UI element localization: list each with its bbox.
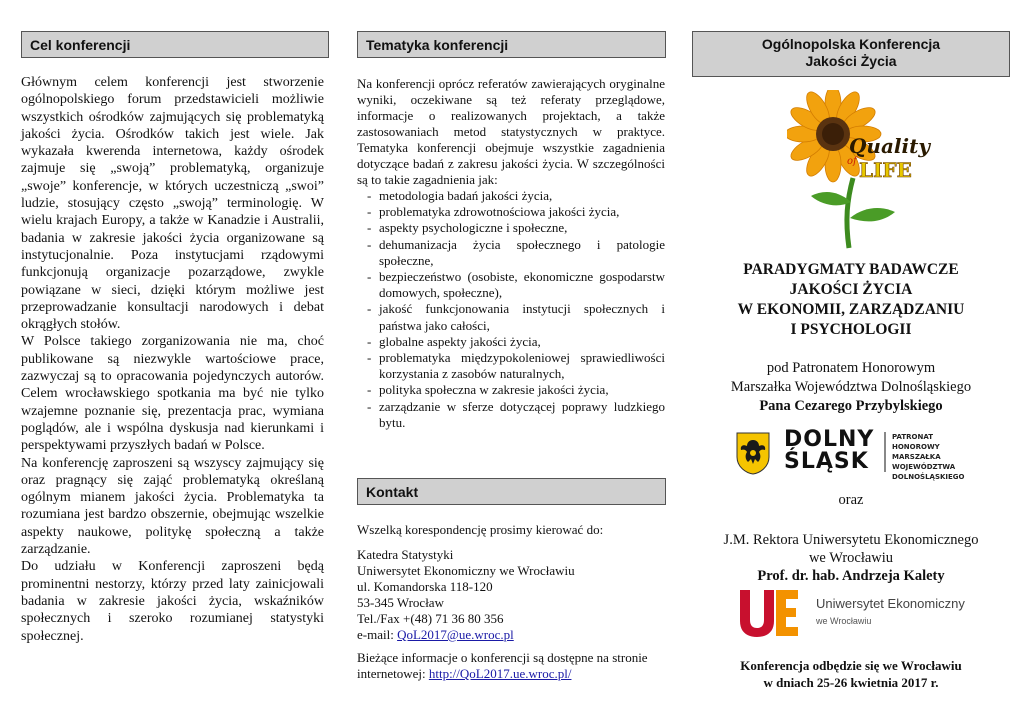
contact-intro: Wszelką korespondencję prosimy kierować do: [357,522,604,537]
ds-logo-divider [884,432,886,472]
rector-line2: we Wrocławiu [808,550,894,566]
contact-line: Katedra Statystyki [357,547,454,562]
section-header-goal: Cel konferencji [21,31,329,58]
website-info-text: Bieżące informacje o konferencji są dostępne na stronie internetowej: [357,650,648,681]
title-line: JAKOŚCI ŻYCIA [789,281,913,298]
conference-header [692,31,1010,77]
patron-line2: Marszałka Województwa Dolnośląskiego [730,379,972,395]
patron-line1: pod Patronatem Honorowym [766,360,936,376]
email-label: e-mail: [357,627,398,642]
list-item: - bezpieczeństwo (osobiste, ekonomiczne gospodarstw domowych, społeczne), [357,269,665,301]
ds-logo-caption [892,432,976,482]
topics-list [357,188,665,431]
footer-line1: Konferencja odbędzie się we Wrocławiu [740,658,962,673]
goal-paragraph-1: Głównym celem konferencji jest stworzenie ogólnopolskiego forum przedstawicieli możliwie wszystkich ośrodków zajmujących się problematyką jakości życia. Ośrodków takich jest wiele. Jak wykazała kwerenda internetowa, każdy ośrodek zajmuje się „swoją” problematyką, organizuje „swoje” konferencje, w których uczestniczą „swoi” ludzie, stosujący często „swoją” terminologię. W wielu krajach Europy, a także w Kanadzie i Australii, badania w zakresie jakości życia organizowane są instytucjonalnie. Poza instytucjami rządowymi funkcjonują organizacje pozarządowe, zwykle powiązane w sieci, dzięki którym możliwe jest przeprowadzanie konsultacji narodowych i debat okrągłych stołów. [21,75,324,333]
list-item: - dehumanizacja życia społecznego i patologie społeczne, [357,237,665,269]
dolny-slask-logo [736,427,976,481]
email-link[interactable]: QoL2017@ue.wroc.pl [397,627,514,642]
title-line: I PSYCHOLOGII [790,321,912,338]
ds-caption-line: PATRONAT HONOROWY [892,433,940,451]
list-item: - aspekty psychologiczne i społeczne, [357,220,665,236]
list-item: - jakość funkcjonowania instytucji społecznych i państwa jako całości, [357,301,665,333]
contact-line: ul. Komandorska 118-120 [357,579,493,594]
patron-block [692,359,1010,416]
conference-title [692,260,1010,340]
list-item: - metodologia badań jakości życia, [357,188,665,204]
ds-logo-line2: ŚLĄSK [784,449,869,474]
contact-block [357,522,665,682]
ue-logo [738,588,978,640]
patron-name: Pana Cezarego Przybylskiego [759,398,943,414]
website-link[interactable]: http://QoL2017.ue.wroc.pl/ [428,666,572,681]
list-item: - problematyka międzypokoleniowej sprawiedliwości korzystania z zasobów naturalnych, [357,350,665,382]
quality-of-life-logo [787,90,930,255]
section-header-topics: Tematyka konferencji [357,31,666,58]
contact-line: 53-345 Wrocław [357,595,444,610]
conference-footer [692,657,1010,691]
website-row [357,650,665,682]
list-item: - globalne aspekty jakości życia, [357,334,665,350]
conference-header-line1: Ogólnopolska Konferencja [761,36,941,52]
logo-word-life: LIFE [859,158,912,182]
ue-mark-icon [738,588,800,638]
ds-caption-line: MARSZAŁKA [892,453,941,461]
title-line: PARADYGMATY BADAWCZE [743,261,959,278]
ds-caption-line: DOLNOŚLĄSKIEGO [892,473,965,481]
topics-block [357,76,665,431]
ds-logo-line1: DOLNY [784,427,875,452]
logo-word-of: of [847,156,857,167]
contact-line: Uniwersytet Ekonomiczny we Wrocławiu [357,563,575,578]
ue-logo-line2: we Wrocławiu [816,616,872,626]
list-item: - polityka społeczna w zakresie jakości życia, [357,382,665,398]
conference-header-line2: Jakości Życia [805,53,897,69]
goal-paragraph-4: Do udziału w Konferencji zaproszeni będą prominentni nestorzy, którzy przed laty zainicjowali badania w zakresie jakości życia, wskaźników społecznych i szeroko rozumianej statystyki społecznej. [21,559,324,644]
footer-line2: w dniach 25-26 kwietnia 2017 r. [763,675,939,690]
logo-word-quality: Quality [849,134,930,158]
list-item: - zarządzanie w sferze dotyczącej poprawy ludzkiego bytu. [357,399,665,431]
contact-line: Tel./Fax +(48) 71 36 80 356 [357,611,504,626]
goal-paragraph-2: W Polsce takiego zorganizowania nie ma, choć publikowane są niezwykle wartościowe prace, zazwyczaj są to opracowania pojedynczych autorów. Celem wrocławskiego spotkania ma być nie tylko wzajemne poznanie się, prezentacja prac, wymiana poglądów, ale i wspólna dyskusja nad kierunkami i perspektywami przyszłych badań w Polsce. [21,334,324,454]
rector-block [692,531,1010,585]
topics-intro: Na konferencji oprócz referatów zawierających oryginalne wyniki, oczekiwane są też referaty przeglądowe, informacje o realizowanych projektach, a także zastosowaniach metod statystycznych w praktyce. Tematyka konferencji obejmuje wszystkie zagadnienia dotyczące badań z zakresu jakości życia. W szczególności są to takie zagadnienia jak: [357,76,665,187]
ds-caption-line: WOJEWÓDZTWA [892,463,956,471]
rector-line1: J.M. Rektora Uniwersytetu Ekonomicznego [723,532,979,548]
list-item: - problematyka zdrowotnościowa jakości życia, [357,204,665,220]
ue-logo-line1: Uniwersytet Ekonomiczny [816,596,965,611]
rector-name: Prof. dr. hab. Andrzeja Kalety [757,568,945,584]
contact-email-row [357,627,665,643]
oraz-text: oraz [838,492,864,508]
goal-text [21,74,324,645]
goal-paragraph-3: Na konferencję zaproszeni są wszyscy zajmujący się oraz pragnący się zająć problematyką określaną ogólnym mianem jakości życia. Problematyka ta rozumiana jest bardzo obszernie, obejmując wszelkie aspekty naukowe, politykę społeczną a także zarządzanie. [21,455,324,558]
eagle-crest-icon [736,431,770,475]
section-header-contact: Kontakt [357,478,666,505]
title-line: W EKONOMII, ZARZĄDZANIU [737,301,965,318]
